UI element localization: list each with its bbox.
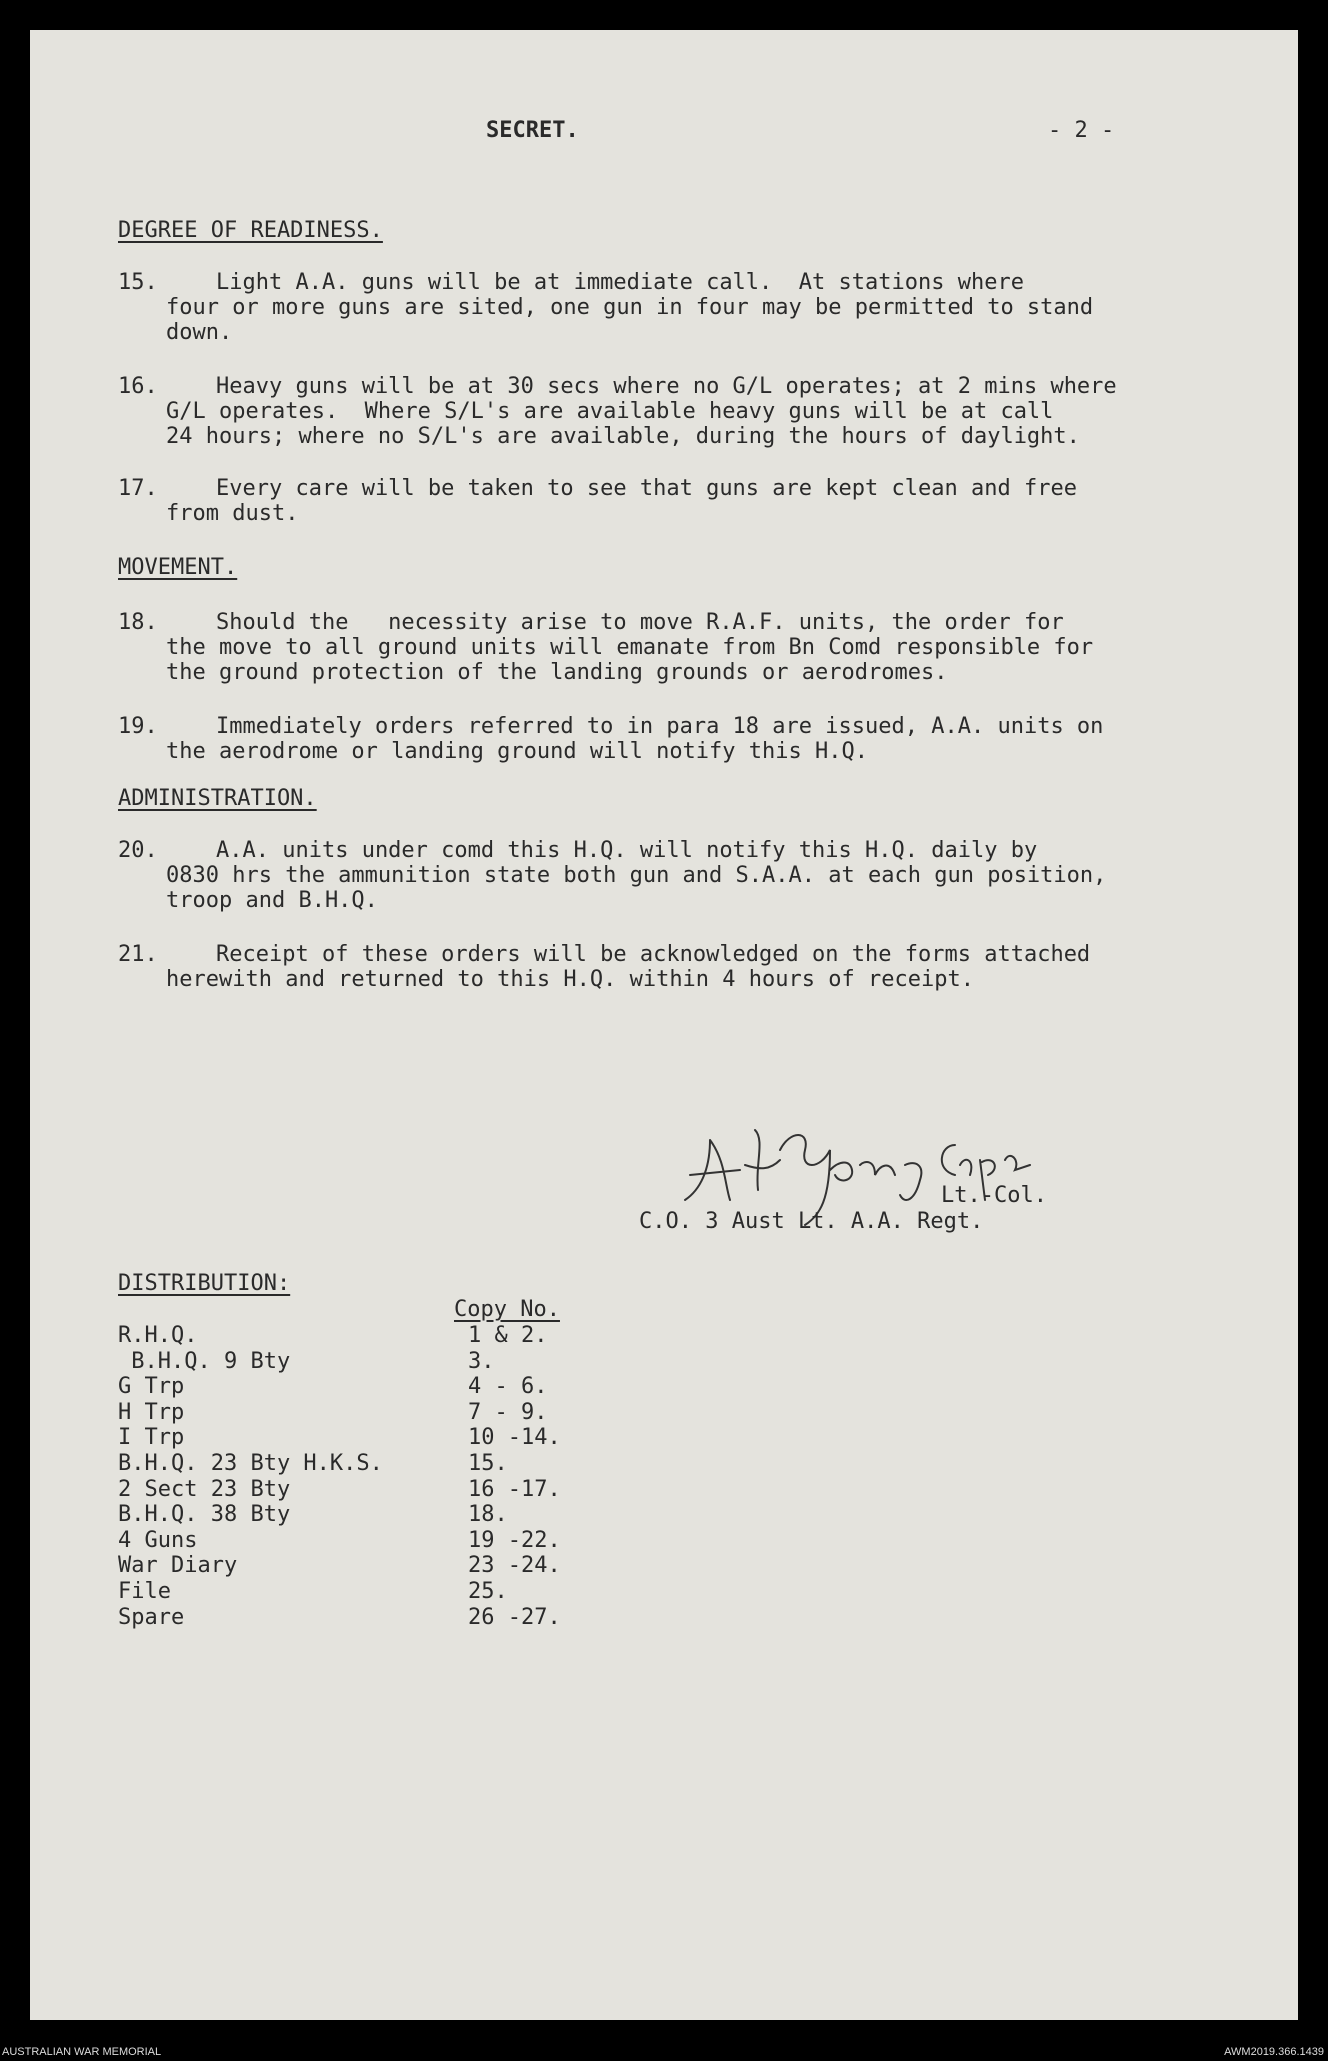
distribution-copy-number: 25. (468, 1579, 508, 1604)
paragraph-number: 20. (118, 838, 158, 863)
section-heading-administration: ADMINISTRATION. (118, 786, 317, 811)
copy-no-header: Copy No. (454, 1297, 560, 1322)
distribution-row (118, 1451, 618, 1476)
distribution-recipient: I Trp (118, 1425, 185, 1451)
distribution-copy-number: 18. (468, 1502, 508, 1528)
footer-accession: AWM2019.366.1439 (1224, 2046, 1324, 2058)
distribution-row (118, 1502, 618, 1527)
paragraph-line: down. (166, 320, 233, 345)
distribution-recipient: 4 Guns (118, 1527, 198, 1553)
distribution-copy-number: 1 & 2. (468, 1323, 548, 1348)
paragraph-line: the ground protection of the landing grounds or aerodromes. (166, 660, 948, 685)
paragraph-line: 0830 hrs the ammunition state both gun and S.A.A. at each gun position, (166, 863, 1107, 888)
paragraph-line: four or more guns are sited, one gun in four may be permitted to stand (166, 295, 1094, 320)
document-page (30, 30, 1298, 2020)
distribution-recipient: Spare (118, 1604, 185, 1630)
paragraph-line: the move to all ground units will emanate from Bn Comd responsible for (166, 635, 1094, 660)
distribution-copy-number: 16 -17. (468, 1476, 561, 1502)
distribution-row (118, 1605, 618, 1630)
distribution-recipient: File (118, 1579, 171, 1604)
paragraph-line: Receipt of these orders will be acknowledged on the forms attached (216, 942, 1091, 967)
distribution-copy-number: 7 - 9. (468, 1399, 548, 1425)
paragraph-line: Heavy guns will be at 30 secs where no G/L operates; at 2 mins where (216, 374, 1117, 399)
paragraph-line: 24 hours; where no S/L's are available, during the hours of daylight. (166, 424, 1080, 449)
signature-title: C.O. 3 Aust Lt. A.A. Regt. (639, 1209, 984, 1234)
distribution-copy-number: 23 -24. (468, 1553, 561, 1579)
footer-institution: AUSTRALIAN WAR MEMORIAL (2, 2046, 162, 2058)
paragraph-line: Every care will be taken to see that guns are kept clean and free (216, 476, 1077, 501)
distribution-row (118, 1323, 618, 1348)
paragraph-line: from dust. (166, 501, 299, 526)
distribution-row (118, 1374, 618, 1399)
distribution-row (118, 1400, 618, 1425)
distribution-recipient: H Trp (118, 1399, 185, 1425)
section-heading-movement: MOVEMENT. (118, 555, 238, 580)
distribution-row (118, 1579, 618, 1604)
paragraph-line: troop and B.H.Q. (166, 888, 378, 913)
paragraph-line: Light A.A. guns will be at immediate call. At stations where (216, 270, 1024, 295)
paragraph-line: Should the necessity arise to move R.A.F. units, the order for (216, 610, 1064, 635)
section-heading-readiness: DEGREE OF READINESS. (118, 218, 383, 243)
distribution-recipient: G Trp (118, 1374, 185, 1400)
distribution-recipient: B.H.Q. 38 Bty (118, 1502, 291, 1528)
classification-heading: SECRET. (486, 118, 579, 143)
paragraph-line: A.A. units under comd this H.Q. will notify this H.Q. daily by (216, 838, 1038, 863)
distribution-heading: DISTRIBUTION: (118, 1271, 291, 1296)
distribution-recipient: B.H.Q. 23 Bty H.K.S. (118, 1451, 383, 1476)
distribution-row (118, 1425, 618, 1450)
paragraph-number: 16. (118, 374, 158, 399)
paragraph-line: G/L operates. Where S/L's are available heavy guns will be at call (166, 399, 1054, 424)
paragraph-number: 21. (118, 942, 158, 967)
distribution-recipient: B.H.Q. 9 Bty (118, 1348, 291, 1374)
distribution-copy-number: 10 -14. (468, 1425, 561, 1451)
distribution-recipient: War Diary (118, 1553, 238, 1579)
paragraph-number: 19. (118, 714, 158, 739)
paragraph-line: the aerodrome or landing ground will notify this H.Q. (166, 739, 868, 764)
distribution-row (118, 1553, 618, 1578)
paragraph-line: Immediately orders referred to in para 18 are issued, A.A. units on (216, 714, 1104, 739)
distribution-row (118, 1528, 618, 1553)
page-number: - 2 - (1048, 118, 1115, 143)
distribution-recipient: R.H.Q. (118, 1323, 198, 1348)
paragraph-number: 17. (118, 476, 158, 501)
signature-rank: Lt.-Col. (941, 1183, 1047, 1208)
distribution-recipient: 2 Sect 23 Bty (118, 1476, 291, 1502)
distribution-copy-number: 4 - 6. (468, 1374, 548, 1400)
paragraph-line: herewith and returned to this H.Q. within 4 hours of receipt. (166, 967, 974, 992)
paragraph-number: 15. (118, 270, 158, 295)
distribution-copy-number: 15. (468, 1451, 508, 1476)
distribution-copy-number: 26 -27. (468, 1604, 561, 1630)
distribution-row (118, 1349, 618, 1374)
paragraph-number: 18. (118, 610, 158, 635)
distribution-copy-number: 19 -22. (468, 1527, 561, 1553)
distribution-row (118, 1477, 618, 1502)
distribution-copy-number: 3. (468, 1348, 495, 1374)
